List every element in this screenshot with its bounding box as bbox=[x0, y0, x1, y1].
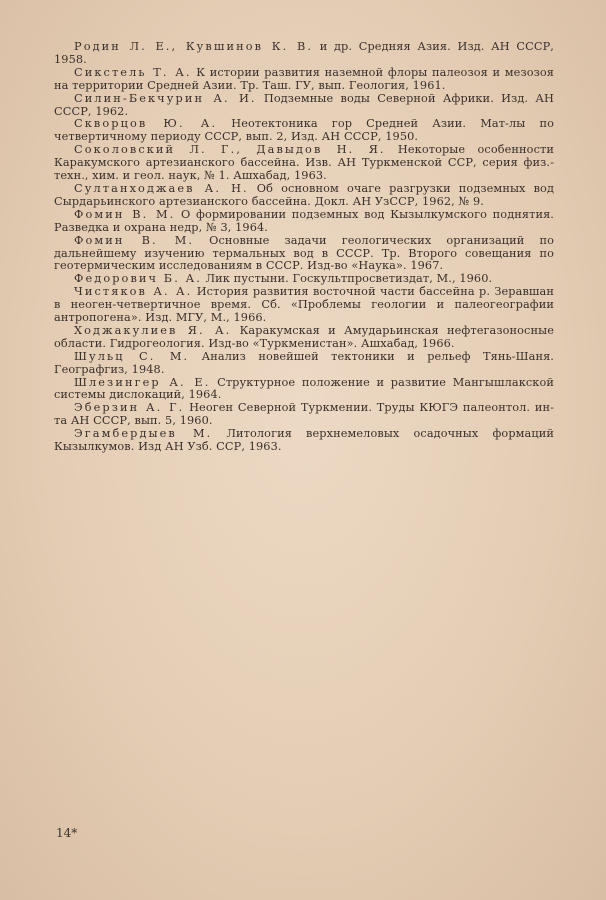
reference-entry bbox=[54, 118, 554, 144]
reference-author: Чистяков А. А. bbox=[74, 285, 193, 299]
reference-author: Сикстель Т. А. bbox=[74, 65, 192, 79]
reference-author: Эгамбердыев М. bbox=[74, 427, 213, 441]
reference-text: Об основном очаге разгрузки подземных вод Сырдарьинского артезианского бассейна. Докл. АН УзССР, 1962, № 9. bbox=[54, 181, 555, 208]
reference-entry bbox=[54, 428, 554, 454]
reference-text: Некоторые особенности Каракумского артезианского бассейна. Изв. АН Туркменской ССР, серия физ.-техн., хим. и геол. наук, № 1. Ашхабад, 1963. bbox=[54, 143, 554, 183]
reference-author: Федорович Б. А. bbox=[74, 272, 202, 286]
reference-author: Фомин В. М. bbox=[74, 207, 176, 221]
reference-entry bbox=[54, 93, 554, 119]
reference-author: Родин Л. Е., Кувшинов К. В. bbox=[74, 40, 314, 53]
reference-text: О формировании подземных вод Кызылкумского поднятия. Разведка и охрана недр, № 3, 1964. bbox=[54, 207, 554, 234]
reference-author: Фомин В. М. bbox=[74, 233, 195, 247]
reference-author: Ходжакулиев Я. А. bbox=[74, 323, 232, 337]
reference-entry bbox=[54, 209, 554, 235]
reference-entry bbox=[54, 183, 554, 209]
reference-text: Основные задачи геологических организаций по дальнейшему изучению термальных вод в СССР. Тр. Второго совещания по геотермическим исследованиям в СССР. Изд-во «Наука». 1967. bbox=[54, 233, 554, 273]
reference-author: Силин-Бекчурин А. И. bbox=[74, 91, 257, 105]
reference-author: Скворцов Ю. А. bbox=[74, 117, 218, 131]
reference-entry bbox=[54, 67, 554, 93]
reference-entry bbox=[54, 286, 554, 325]
reference-text: Лик пустыни. Госкультпросветиздат, М., 1960. bbox=[201, 272, 493, 286]
reference-author: Соколовский Л. Г., Давыдов Н. Я. bbox=[74, 143, 386, 157]
reference-entry bbox=[54, 325, 554, 351]
reference-text: Литология верхнемеловых осадочных формаций Кызылкумов. Изд АН Узб. ССР, 1963. bbox=[54, 427, 554, 454]
reference-author: Шульц С. М. bbox=[74, 349, 190, 363]
reference-entry bbox=[54, 41, 554, 67]
reference-entry bbox=[54, 351, 554, 377]
reference-text: Неоген Северной Туркмении. Труды КЮГЭ палеонтол. ин-та АН СССР, вып. 5, 1960. bbox=[54, 401, 555, 428]
reference-entry bbox=[54, 144, 554, 183]
page-number: 14* bbox=[56, 826, 78, 840]
reference-text: Подземные воды Северной Африки. Изд. АН СССР, 1962. bbox=[54, 91, 554, 118]
reference-text: и др. Средняя Азия. Изд. АН СССР, 1958. bbox=[54, 40, 554, 66]
reference-entry bbox=[54, 235, 554, 274]
reference-author: Султанходжаев А. Н. bbox=[74, 181, 249, 195]
reference-entry bbox=[54, 402, 554, 428]
reference-text: Каракумская и Амударьинская нефтегазоносные области. Гидрогеология. Изд-во «Туркменистан». Ашхабад, 1966. bbox=[54, 323, 554, 350]
reference-text: К истории развития наземной флоры палеозоя и мезозоя на территории Средней Азии. Тр. Таш. ГУ, вып. Геология, 1961. bbox=[54, 65, 554, 92]
reference-text: История развития восточной части бассейна р. Зеравшан в неоген-четвертичное время. Сб. «Проблемы геологии и палеогеографии антропогена». Изд. МГУ, М., 1966. bbox=[54, 285, 554, 325]
reference-text: Анализ новейшей тектоники и рельеф Тянь-Шаня. Географгиз, 1948. bbox=[54, 349, 554, 376]
bibliography-list bbox=[54, 41, 554, 454]
reference-text: Неотектоника гор Средней Азии. Мат-лы по четвертичному периоду СССР, вып. 2, Изд. АН СССР, 1950. bbox=[54, 117, 554, 144]
reference-text: Структурное положение и развитие Мангышлакской системы дислокаций, 1964. bbox=[54, 375, 554, 402]
reference-author: Эберзин А. Г. bbox=[74, 401, 185, 415]
reference-entry bbox=[54, 377, 554, 403]
reference-author: Шлезингер А. Е. bbox=[74, 375, 211, 389]
